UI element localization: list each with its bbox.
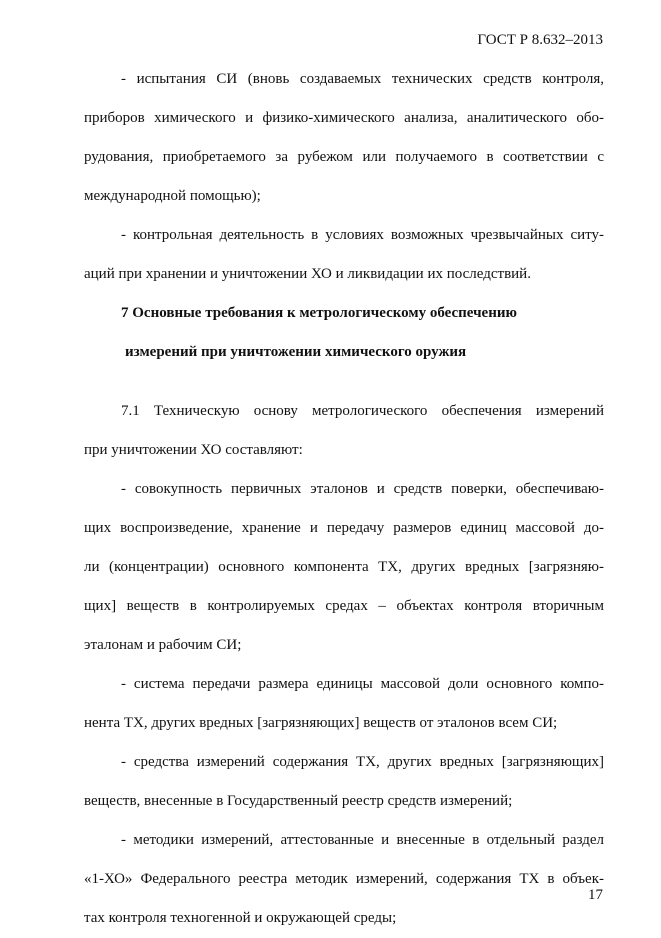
text-line: - система передачи размера единицы массовой доли основного компо- [121,676,604,692]
text-line: эталонам и рабочим СИ; [84,637,242,653]
paragraph-control-activity [84,216,604,294]
text-line: щих воспроизведение, хранение и передачу размеров единиц массовой до- [84,520,604,536]
text-line: нента ТХ, других вредных [загрязняющих] веществ от эталонов всем СИ; [84,715,558,731]
paragraph-7-1 [84,392,604,470]
text-line: - средства измерений содержания ТХ, других вредных [загрязняющих] [121,754,604,770]
section-heading-line: измерений при уничтожении химического оружия [125,344,467,360]
text-line: 7.1 Техническую основу метрологического обеспечения измерений [121,403,604,419]
text-line: тах контроля техногенной и окружающей среды; [84,910,397,926]
section-heading [84,294,604,372]
section-heading-line: 7 Основные требования к метрологическому обеспечению [121,305,517,321]
text-line: «1-ХО» Федерального реестра методик измерений, содержания ТХ в объек- [84,871,604,887]
text-line: щих] веществ в контролируемых средах – объектах контроля вторичным [84,598,604,614]
paragraph-measurement-methods [84,821,604,938]
text-line: приборов химического и физико-химического анализа, аналитического обо- [84,110,604,126]
text-line: - совокупность первичных эталонов и средств поверки, обеспечиваю- [121,481,604,497]
text-line: международной помощью); [84,188,261,204]
page-number: 17 [588,887,603,903]
paragraph-transfer-system [84,665,604,743]
paragraph-measuring-instruments [84,743,604,821]
text-line: - контрольная деятельность в условиях возможных чрезвычайных ситу- [121,227,604,243]
page-body [84,60,604,938]
paragraph-testing [84,60,604,216]
text-line: - испытания СИ (вновь создаваемых технических средств контроля, [121,71,604,87]
text-line: веществ, внесенные в Государственный реестр средств измерений; [84,793,513,809]
text-line: при уничтожении ХО составляют: [84,442,303,458]
text-line: рудования, приобретаемого за рубежом или получаемого в соответствии с [84,149,604,165]
spacer [84,372,604,392]
text-line: - методики измерений, аттестованные и внесенные в отдельный раздел [121,832,604,848]
text-line: аций при хранении и уничтожении ХО и ликвидации их последствий. [84,266,531,282]
text-line: ли (концентрации) основного компонента ТХ, других вредных [загрязняю- [84,559,604,575]
document-code-header: ГОСТ Р 8.632–2013 [477,32,603,48]
paragraph-standards [84,470,604,665]
